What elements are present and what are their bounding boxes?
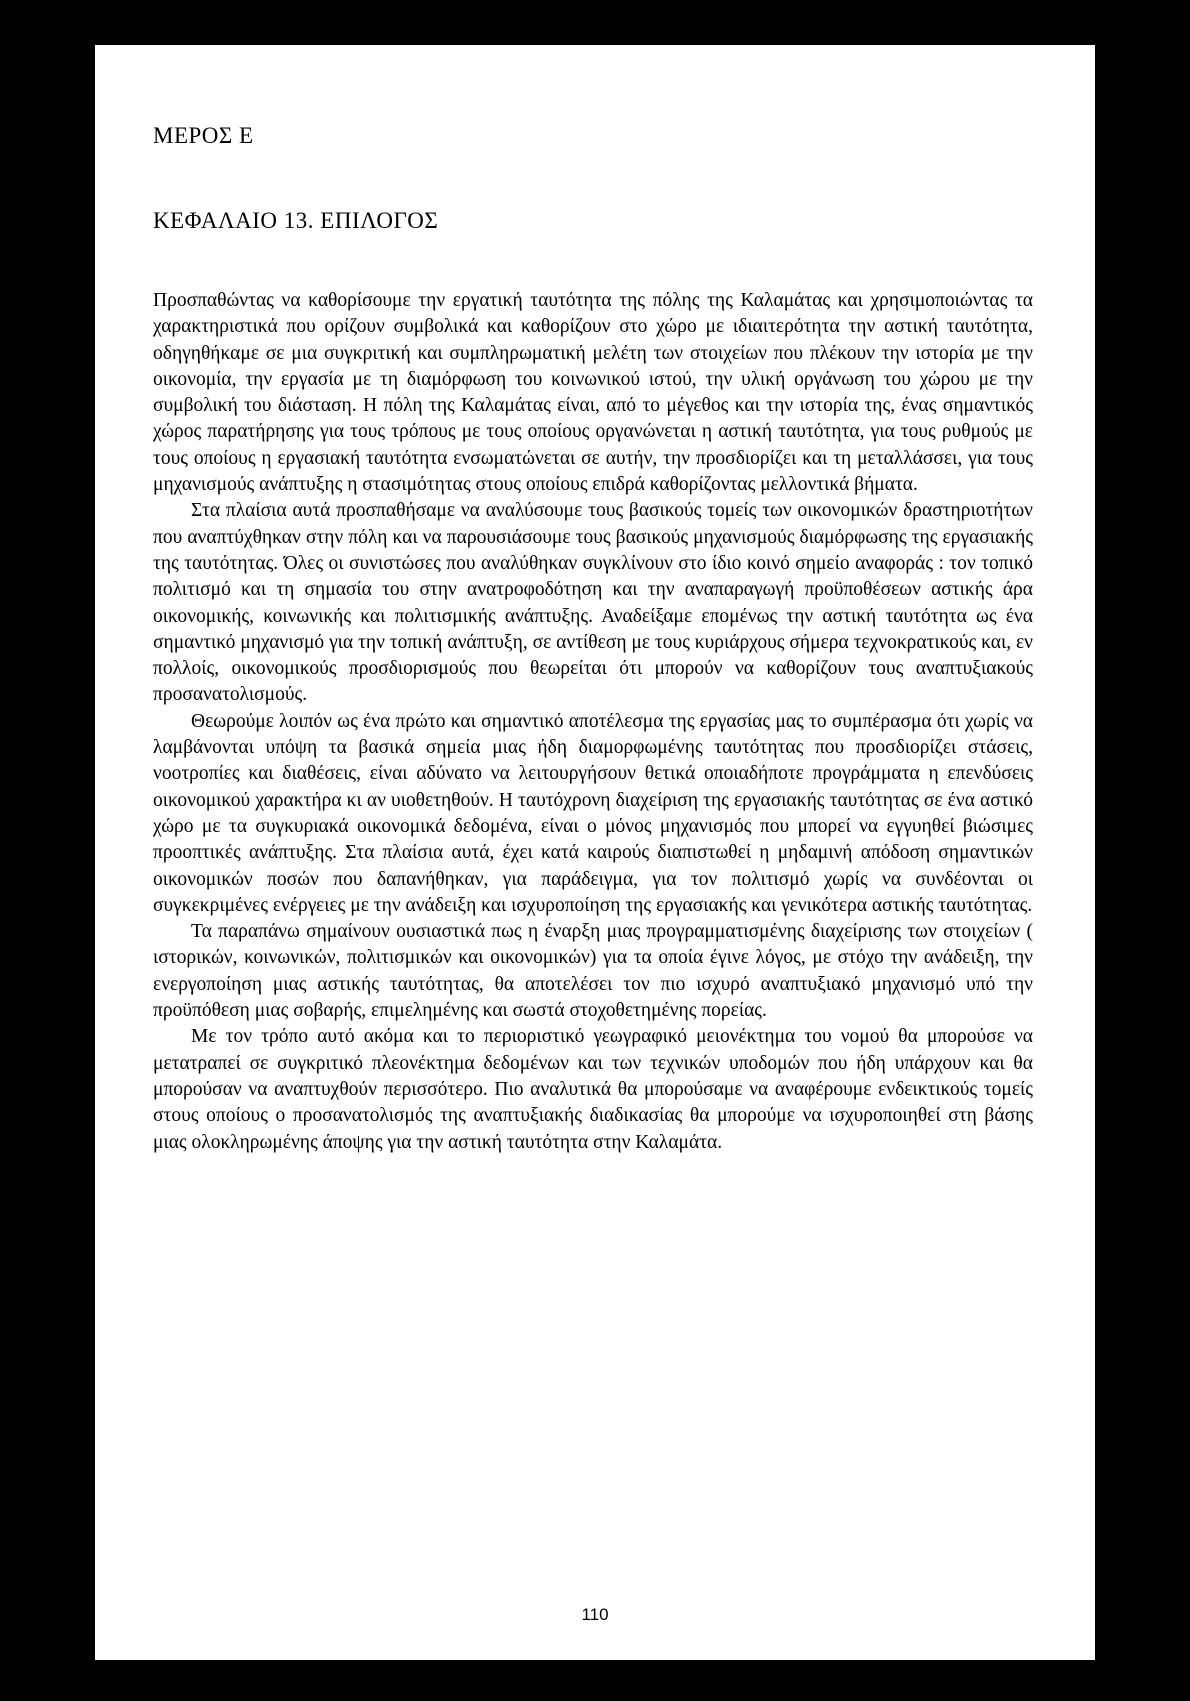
chapter-title: ΚΕΦΑΛΑΙΟ 13. ΕΠΙΛΟΓΟΣ: [153, 208, 439, 233]
page-content: [153, 121, 1033, 1156]
document-page: [95, 45, 1095, 1660]
chapter-body: [153, 288, 1033, 1156]
page-number: 110: [581, 1605, 609, 1624]
part-title: ΜΕΡΟΣ Ε: [153, 123, 254, 148]
paragraph-3: Θεωρούμε λοιπόν ως ένα πρώτο και σημαντικό αποτέλεσμα της εργασίας μας το συμπέρασμα ότι χωρίς να λαμβάνονται υπόψη τα βασικά σημεία μιας ήδη διαμορφωμένης ταυτότητας που προσδιορίζει στάσεις, νοοτροπίες και διαθέσεις, είναι αδύνατο να λειτουργήσουν θετικά οποιαδήποτε προγράμματα η επενδύσεις οικονομικού χαρακτήρα κι αν υιοθετηθούν. Η ταυτόχρονη διαχείριση της εργασιακής ταυτότητας σε ένα αστικό χώρο με τα συγκυριακά οικονομικά δεδομένα, είναι ο μόνος μηχανισμός που μπορεί να εγγυηθεί βιώσιμες προοπτικές ανάπτυξης. Στα πλαίσια αυτά, έχει κατά καιρούς διαπιστωθεί η μηδαμινή απόδοση σημαντικών οικονομικών ποσών που δαπανήθηκαν, για παράδειγμα, για τον πολιτισμό χωρίς να συνδέονται οι συγκεκριμένες ενέργειες με την ανάδειξη και ισχυροποίηση της εργασιακής και γενικότερα αστικής ταυτότητας.: [153, 710, 1033, 916]
paragraph-2: Στα πλαίσια αυτά προσπαθήσαμε να αναλύσουμε τους βασικούς τομείς των οικονομικών δραστηριοτήτων που αναπτύχθηκαν στην πόλη και να παρουσιάσουμε τους βασικούς μηχανισμούς διαμόρφωσης της εργασιακής της ταυτότητας. Όλες οι συνιστώσες που αναλύθηκαν συγκλίνουν στο ίδιο κοινό σημείο αναφοράς : τον τοπικό πολιτισμό και τη σημασία του στην ανατροφοδότηση και την αναπαραγωγή προϋποθέσεων αστικής άρα οικονομικής, κοινωνικής και πολιτισμικής ανάπτυξης. Αναδείξαμε επομένως την αστική ταυτότητα ως ένα σημαντικό μηχανισμό για την τοπική ανάπτυξη, σε αντίθεση με τους κυριάρχους σήμερα τεχνοκρατικούς και, εν πολλοίς, οικονομικούς προσδιορισμούς που θεωρείται ότι μπορούν να καθορίζουν τους αναπτυξιακούς προσανατολισμούς.: [153, 500, 1033, 706]
paragraph-1: Προσπαθώντας να καθορίσουμε την εργατική ταυτότητα της πόλης της Καλαμάτας και χρησιμοποιώντας τα χαρακτηριστικά που ορίζουν συμβολικά και καθορίζουν στο χώρο με ιδιαιτερότητα την αστική ταυτότητα, οδηγηθήκαμε σε μια συγκριτική και συμπληρωματική μελέτη των στοιχείων που πλέκουν την ιστορία με την οικονομία, την εργασία με τη διαμόρφωση του κοινωνικού ιστού, την υλική οργάνωση του χώρου με την συμβολική του διάσταση. Η πόλη της Καλαμάτας είναι, από το μέγεθος και την ιστορία της, ένας σημαντικός χώρος παρατήρησης για τους τρόπους με τους οποίους οργανώνεται η αστική ταυτότητα, για τους ρυθμούς με τους οποίους η εργασιακή ταυτότητα ενσωματώνεται σε αυτήν, την προσδιορίζει και τη μεταλλάσσει, για τους μηχανισμούς ανάπτυξης η στασιμότητας στους οποίους επιδρά καθορίζοντας μελλοντικά βήματα.: [153, 290, 1033, 496]
paragraph-5: Με τον τρόπο αυτό ακόμα και το περιοριστικό γεωγραφικό μειονέκτημα του νομού θα μπορούσε να μετατραπεί σε συγκριτικό πλεονέκτημα δεδομένων και των τεχνικών υποδομών που ήδη υπάρχουν και θα μπορούσαν να αναπτυχθούν περισσότερο. Πιο αναλυτικά θα μπορούσαμε να αναφέρουμε ενδεικτικούς τομείς στους οποίους ο προσανατολισμός της αναπτυξιακής διαδικασίας θα μπορούμε να ισχυροποιηθεί στη βάσης μιας ολοκληρωμένης άποψης για την αστική ταυτότητα στην Καλαμάτα.: [153, 1026, 1033, 1153]
paragraph-4: Τα παραπάνω σημαίνουν ουσιαστικά πως η έναρξη μιας προγραμματισμένης διαχείρισης των στοιχείων ( ιστορικών, κοινωνικών, πολιτισμικών και οικονομικών) για τα οποία έγινε λόγος, με στόχο την ανάδειξη, την ενεργοποίηση μιας αστικής ταυτότητας, θα αποτελέσει τον πιο ισχυρό αναπτυξιακό μηχανισμό υπό την προϋπόθεση μιας σοβαρής, επιμελημένης και σωστά στοχοθετημένης πορείας.: [153, 921, 1033, 1022]
